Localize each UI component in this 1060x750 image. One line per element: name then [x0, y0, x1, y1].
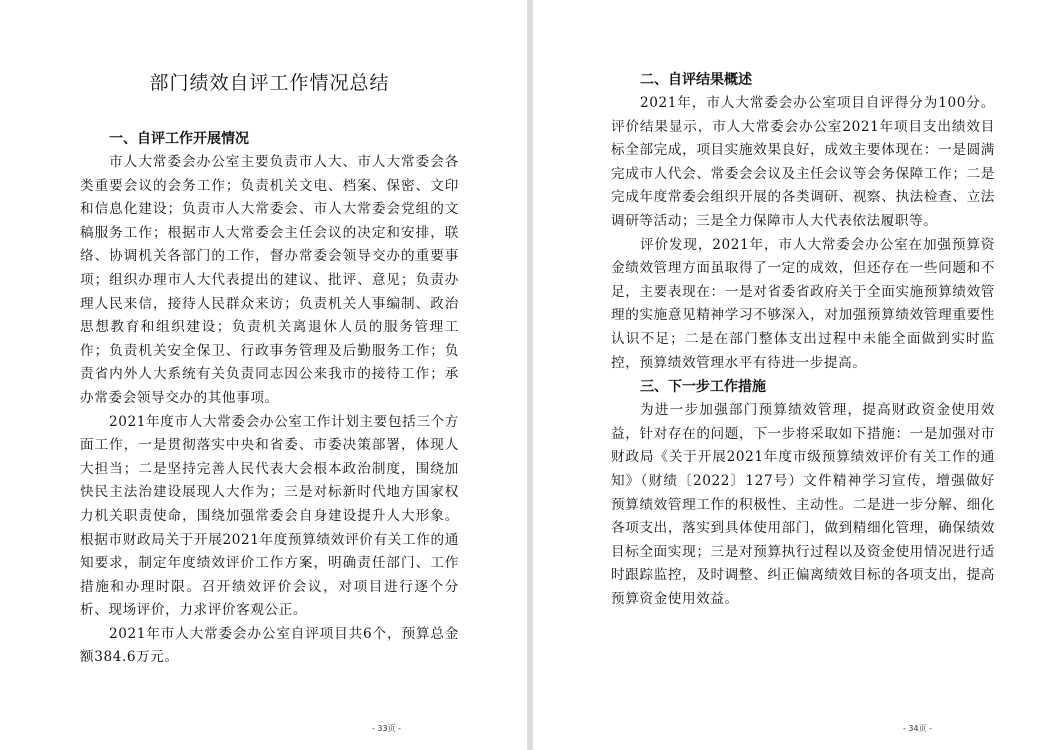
document-title: 部门绩效自评工作情况总结: [149, 72, 390, 94]
paragraph-results-summary: 2021年，市人大常委会办公室项目自评得分为100分。评价结果显示，市人大常委会办公室2021年项目支出绩效目标全部完成，项目实施效果良好，成效主要体现在：一是圆满完成市人代会、常委会会议及主任会议等会务保障工作；二是完成年度常委会组织开展的各类调研、视察、执法检查、立法调研等活动；三是全力保障市人大代表依法履职等。: [611, 95, 995, 229]
page-number: - 33页 -: [372, 724, 402, 733]
section-heading-next-steps: 三、下一步工作措施: [640, 379, 766, 396]
paragraph-next-measures: 为进一步加强部门预算绩效管理，提高财政资金使用效益，针对存在的问题，下一步将采取如下措施：一是加强对市财政局《关于开展2021年度市级预算绩效评价有关工作的通知》（财绩〔2022〕127号）文件精神学习宣传，增强做好预算绩效管理工作的积极性、主动性。二是进一步分解、细化各项支出，落实到具体使用部门，做到精细化管理，确保绩效目标全面实现；三是对预算执行过程以及资金使用情况进行适时跟踪监控，及时调整、纠正偏离绩效目标的各项支出，提高预算资金使用效益。: [611, 402, 995, 607]
section-heading-results: 二、自评结果概述: [640, 72, 752, 88]
paragraph-responsibilities: 市人大常委会办公室主要负责市人大、市人大常委会各类重要会议的会务工作；负责机关文电、档案、保密、文印和信息化建设；负责市人大常委会、市人大常委会党组的文稿服务工作；根据市人大常委会主任会议的决定和安排，联络、协调机关各部门的工作，督办常委会领导交办的重要事项；组织办理市人大代表提出的建议、批评、意见；负责办理人民来信，接待人民群众来访；负责机关人事编制、政治思想教育和组织建设；负责机关离退休人员的服务管理工作；负责机关安全保卫、行政事务管理及后勤服务工作；负责省内外人大系统有关负责同志因公来我市的接待工作；承办常委会领导交办的其他事项。: [80, 154, 459, 406]
document-page-33: [0, 0, 527, 750]
document-page-34: [533, 0, 1060, 750]
page-content: [533, 0, 995, 611]
paragraph-budget-total: 2021年市人大常委会办公室自评项目共6个，预算总金额384.6万元。: [80, 625, 459, 666]
paragraph-work-plan: 2021年度市人大常委会办公室工作计划主要包括三个方面工作，一是贯彻落实中央和省委、市委决策部署，体现人大担当；二是坚持完善人民代表大会根本政治制度，围绕加快民主法治建设展现人大作为；三是对标新时代地方国家权力机关职责使命，围绕加强常委会自身建设提升人大形象。根据市财政局关于开展2021年度预算绩效评价有关工作的通知要求，制定年度绩效评价工作方案，明确责任部门、工作措施和办理时限。召开绩效评价会议，对项目进行逐个分析、现场评价，力求评价客观公正。: [80, 413, 459, 619]
paragraph-problems-found: 评价发现，2021年，市人大常委会办公室在加强预算资金绩效管理方面虽取得了一定的成效，但还存在一些问题和不足，主要表现在：一是对省委省政府关于全面实施预算绩效管理的实施意见精神学习不够深入，对加强预算绩效管理重要性认识不足；二是在部门整体支出过程中未能全面做到实时监控，预算绩效管理水平有待进一步提高。: [611, 236, 995, 371]
section-heading-self-evaluation: 一、自评工作开展情况: [109, 131, 249, 147]
page-content: [0, 0, 459, 670]
page-number: - 34页 -: [903, 724, 933, 733]
